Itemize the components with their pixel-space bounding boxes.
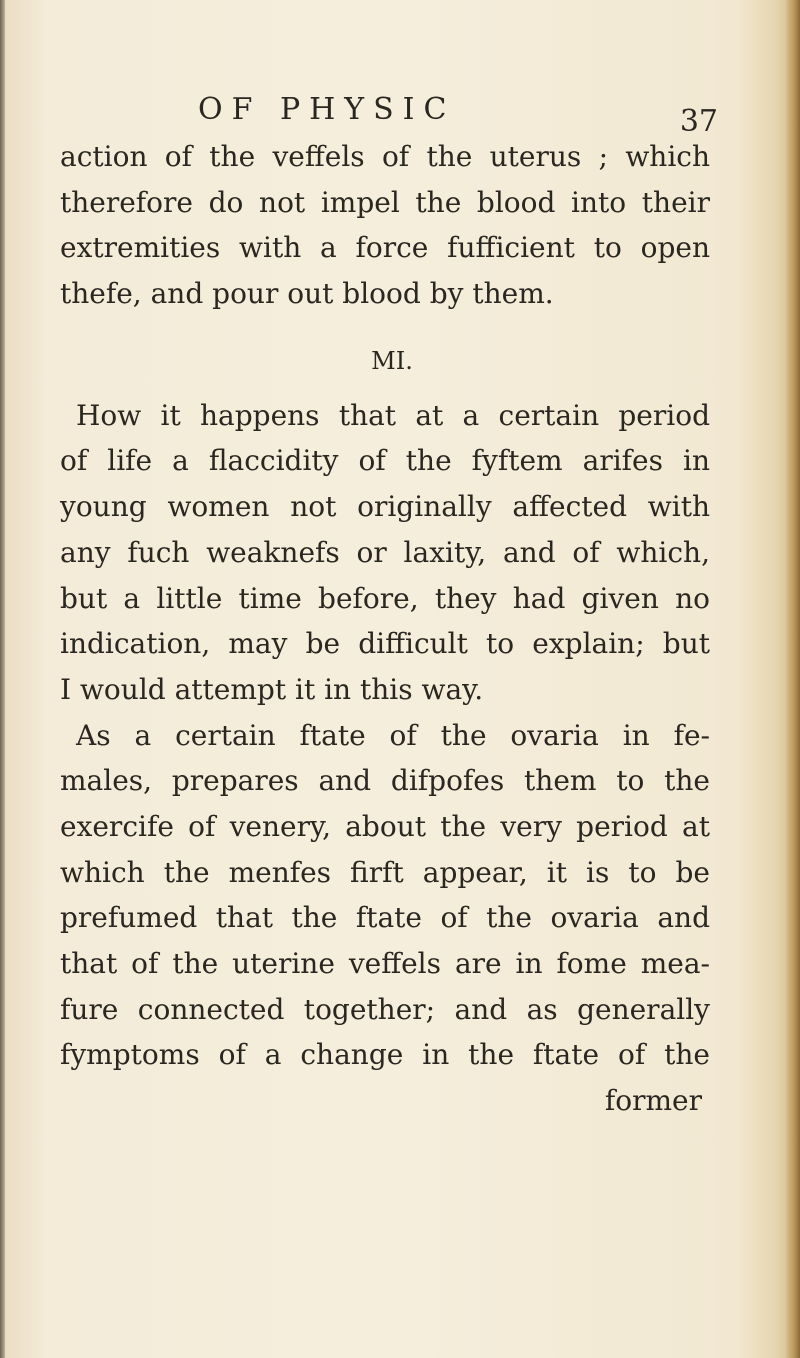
text-line: thefe, and pour out blood by them. <box>60 277 554 311</box>
text-line: of life a flaccidity of the fyftem arifes in <box>60 444 710 478</box>
text-line: fure connected together; and as generally <box>60 992 710 1026</box>
text-line: fymptoms of a change in the ftate of the <box>60 1038 710 1072</box>
text-line: young women not originally affected with <box>60 490 710 524</box>
text-line: which the menfes firft appear, it is to be <box>60 855 710 889</box>
body-text <box>60 134 710 1124</box>
text-line: any fuch weaknefs or laxity, and of which, <box>60 535 710 569</box>
text-line: extremities with a force fufficient to open <box>60 231 710 265</box>
text-line: males, prepares and difpofes them to the <box>60 764 710 798</box>
text-line: therefore do not impel the blood into their <box>60 185 710 219</box>
page-gutter-edge <box>0 0 5 1358</box>
catchword: former <box>604 1084 702 1118</box>
text-line: that of the uterine veffels are in fome mea- <box>60 947 710 980</box>
page-fore-edge <box>786 0 800 1358</box>
text-line: prefumed that the ftate of the ovaria and <box>60 901 710 935</box>
text-line: action of the veffels of the uterus ; which <box>60 140 710 173</box>
text-line: How it happens that at a certain period <box>76 398 710 432</box>
text-line: I would attempt it in this way. <box>60 672 484 706</box>
running-head: OF PHYSIC <box>198 92 456 127</box>
text-line: exercife of venery, about the very period at <box>60 809 710 843</box>
page-number: 37 <box>679 104 718 139</box>
text-line: As a certain ftate of the ovaria in fe- <box>76 718 710 752</box>
text-line: indication, may be difficult to explain; but <box>60 627 710 661</box>
section-heading: MI. <box>371 346 413 375</box>
text-line: but a little time before, they had given no <box>60 581 710 615</box>
